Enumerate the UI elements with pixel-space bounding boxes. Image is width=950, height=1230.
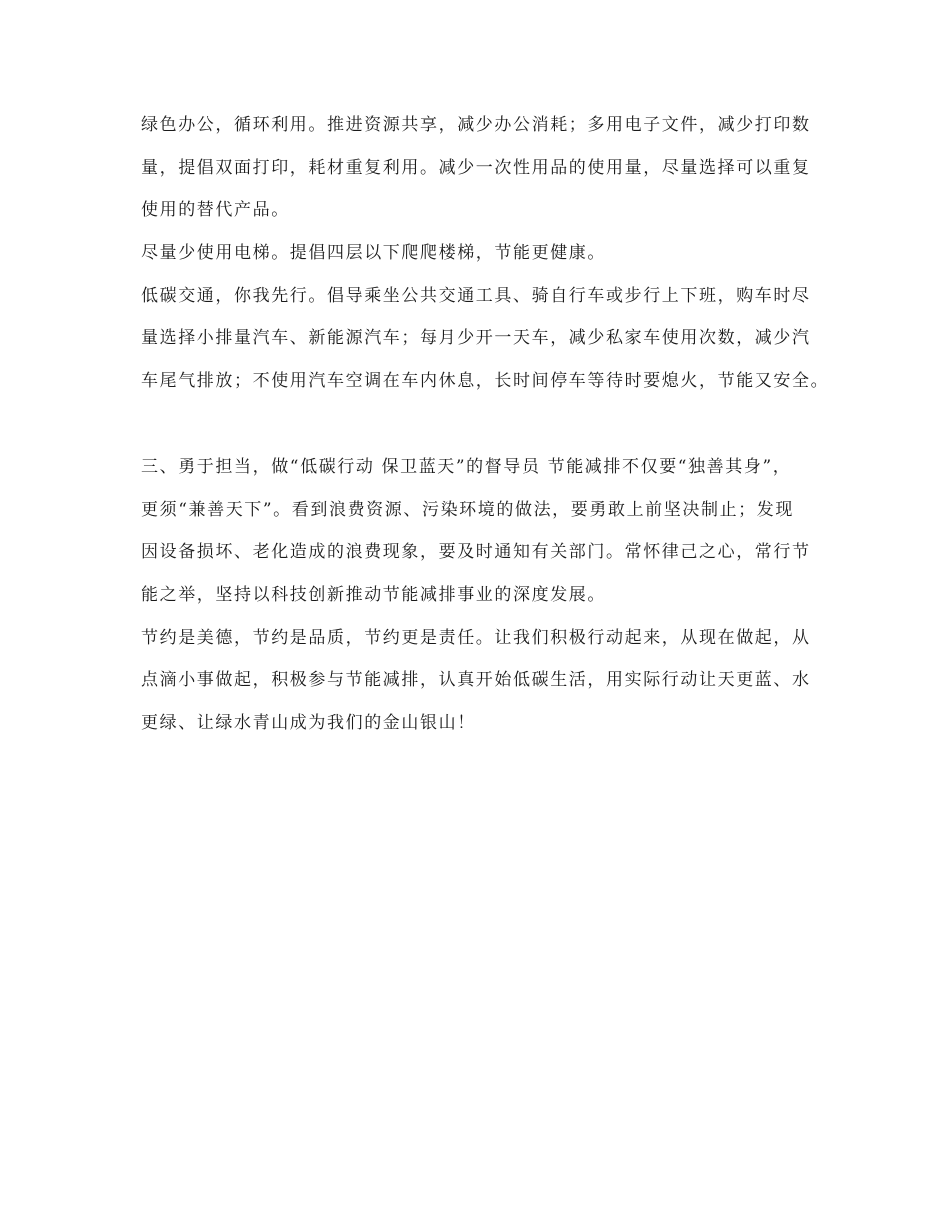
text-line: 更绿、让绿水青山成为我们的金山银山！ — [141, 712, 476, 733]
text-line: 更须“兼善天下”。看到浪费资源、污染环境的做法，要勇敢上前坚决制止；发现 — [141, 499, 794, 520]
text-line: 点滴小事做起，积极参与节能减排，认真开始低碳生活，用实际行动让天更蓝、水 — [141, 670, 811, 691]
text-line: 因设备损坏、老化造成的浪费现象，要及时通知有关部门。常怀律己之心，常行节 — [141, 542, 811, 563]
paragraph-green-office — [141, 104, 841, 232]
text-line: 能之举，坚持以科技创新推动节能减排事业的深度发展。 — [141, 584, 606, 605]
paragraph-conclusion — [141, 617, 841, 745]
text-line: 车尾气排放；不使用汽车空调在车内休息，长时间停车等待时要熄火，节能又安全。 — [141, 371, 830, 392]
document-page — [141, 104, 841, 745]
text-line: 量，提倡双面打印，耗材重复利用。减少一次性用品的使用量，尽量选择可以重复 — [141, 157, 811, 178]
text-line: 低碳交通，你我先行。倡导乘坐公共交通工具、骑自行车或步行上下班，购车时尽 — [141, 285, 811, 306]
text-line: 量选择小排量汽车、新能源汽车；每月少开一天车，减少私家车使用次数，减少汽 — [141, 328, 811, 349]
paragraph-elevator — [141, 232, 841, 275]
paragraph-low-carbon-transport — [141, 275, 841, 403]
paragraph-spacer — [141, 403, 841, 446]
text-line: 尽量少使用电梯。提倡四层以下爬爬楼梯，节能更健康。 — [141, 243, 606, 264]
text-line: 三、勇于担当，做“低碳行动 保卫蓝天”的督导员 节能减排不仅要“独善其身”， — [141, 456, 792, 477]
text-line: 使用的替代产品。 — [141, 200, 290, 221]
paragraph-section-three — [141, 446, 841, 617]
text-line: 绿色办公，循环利用。推进资源共享，减少办公消耗；多用电子文件，减少打印数 — [141, 115, 811, 135]
text-line: 节约是美德，节约是品质，节约更是责任。让我们积极行动起来，从现在做起，从 — [141, 627, 811, 648]
